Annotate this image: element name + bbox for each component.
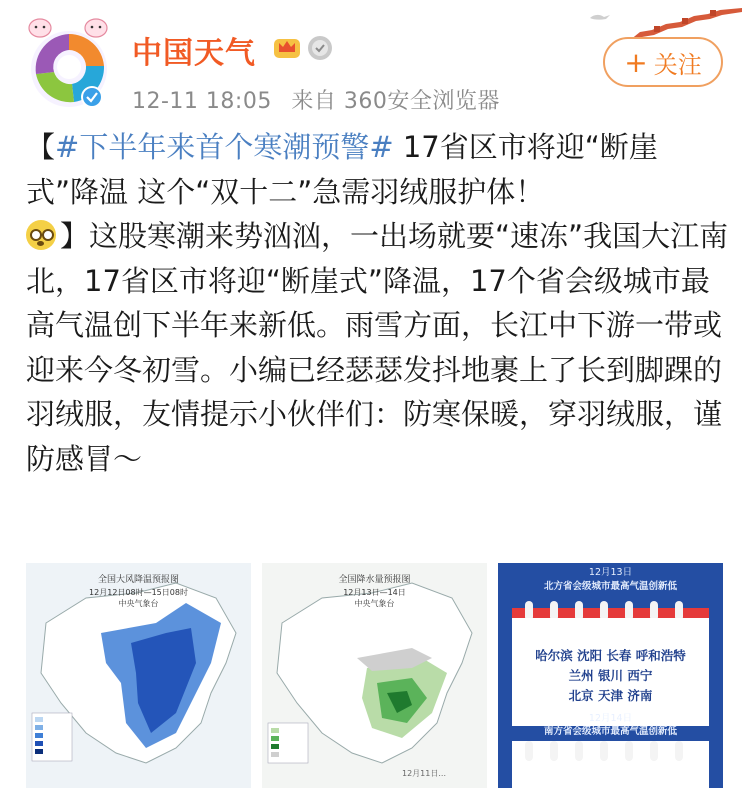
calendar-heading1: 北方省会级城市最高气温创新低 <box>543 581 677 592</box>
follow-button[interactable] <box>603 37 723 87</box>
bracket-open: 【 <box>26 130 56 164</box>
calendar-date1: 12月13日 <box>588 567 633 578</box>
follow-label: 关注 <box>653 50 702 79</box>
hashtag-link[interactable]: #下半年来首个寒潮预警# <box>55 130 394 164</box>
avatar[interactable] <box>24 14 114 114</box>
verified-medal-icon <box>307 34 333 62</box>
image-grid <box>0 563 750 791</box>
map1-dates: 12月12日08时—15日08时 <box>89 588 188 597</box>
post-time: 12-11 18:05 <box>132 89 272 114</box>
account-name[interactable]: 中国天气 <box>132 36 256 71</box>
post-headline: 17省区市将迎“断崖式”降温 这个“双十二”急需羽绒服护体！ <box>26 130 658 209</box>
dizzy-face-emoji-icon <box>26 220 56 250</box>
bracket-close: 】 <box>60 219 90 253</box>
image-city-calendar[interactable] <box>498 563 723 788</box>
calendar-card <box>512 618 709 726</box>
calendar-heading2: 南方省会级城市最高气温创新低 <box>543 726 677 737</box>
map2-dates: 12月13日—14日 <box>343 588 406 597</box>
map2-watermark: 12月11日... <box>402 769 446 778</box>
map2-agency: 中央气象台 <box>354 599 395 608</box>
plus-icon: + <box>624 45 648 79</box>
calendar-cities-line3: 北京 天津 济南 <box>568 688 653 703</box>
calendar-date2: 12月14日 <box>588 713 633 724</box>
vip-crown-icon <box>273 34 301 60</box>
map1-title: 全国大风降温预报图 <box>97 575 179 585</box>
map1-agency: 中央气象台 <box>118 599 159 608</box>
image-wind-cooling-map[interactable] <box>26 563 251 788</box>
post-text <box>26 125 730 481</box>
post-source: 来自 360安全浏览器 <box>291 89 500 114</box>
calendar-cities-line2: 兰州 银川 西宁 <box>568 668 653 683</box>
post-header <box>0 0 750 125</box>
calendar-cities-line1: 哈尔滨 沈阳 长春 呼和浩特 <box>535 648 686 663</box>
image-precipitation-map[interactable] <box>262 563 487 788</box>
post-body: 这股寒潮来势汹汹，一出场就要“速冻”我国大江南北，17省区市将迎“断崖式”降温，17个省会级城市最高气温创下半年来新低。雨雪方面，长江中下游一带或迎来今冬初雪。小编已经瑟瑟发抖地裹上了长到脚踝的羽绒服，友情提示小伙伴们：防寒保暖，穿羽绒服，谨防感冒～ <box>26 219 729 476</box>
post-meta <box>132 84 512 115</box>
map2-title: 全国降水量预报图 <box>338 575 411 585</box>
